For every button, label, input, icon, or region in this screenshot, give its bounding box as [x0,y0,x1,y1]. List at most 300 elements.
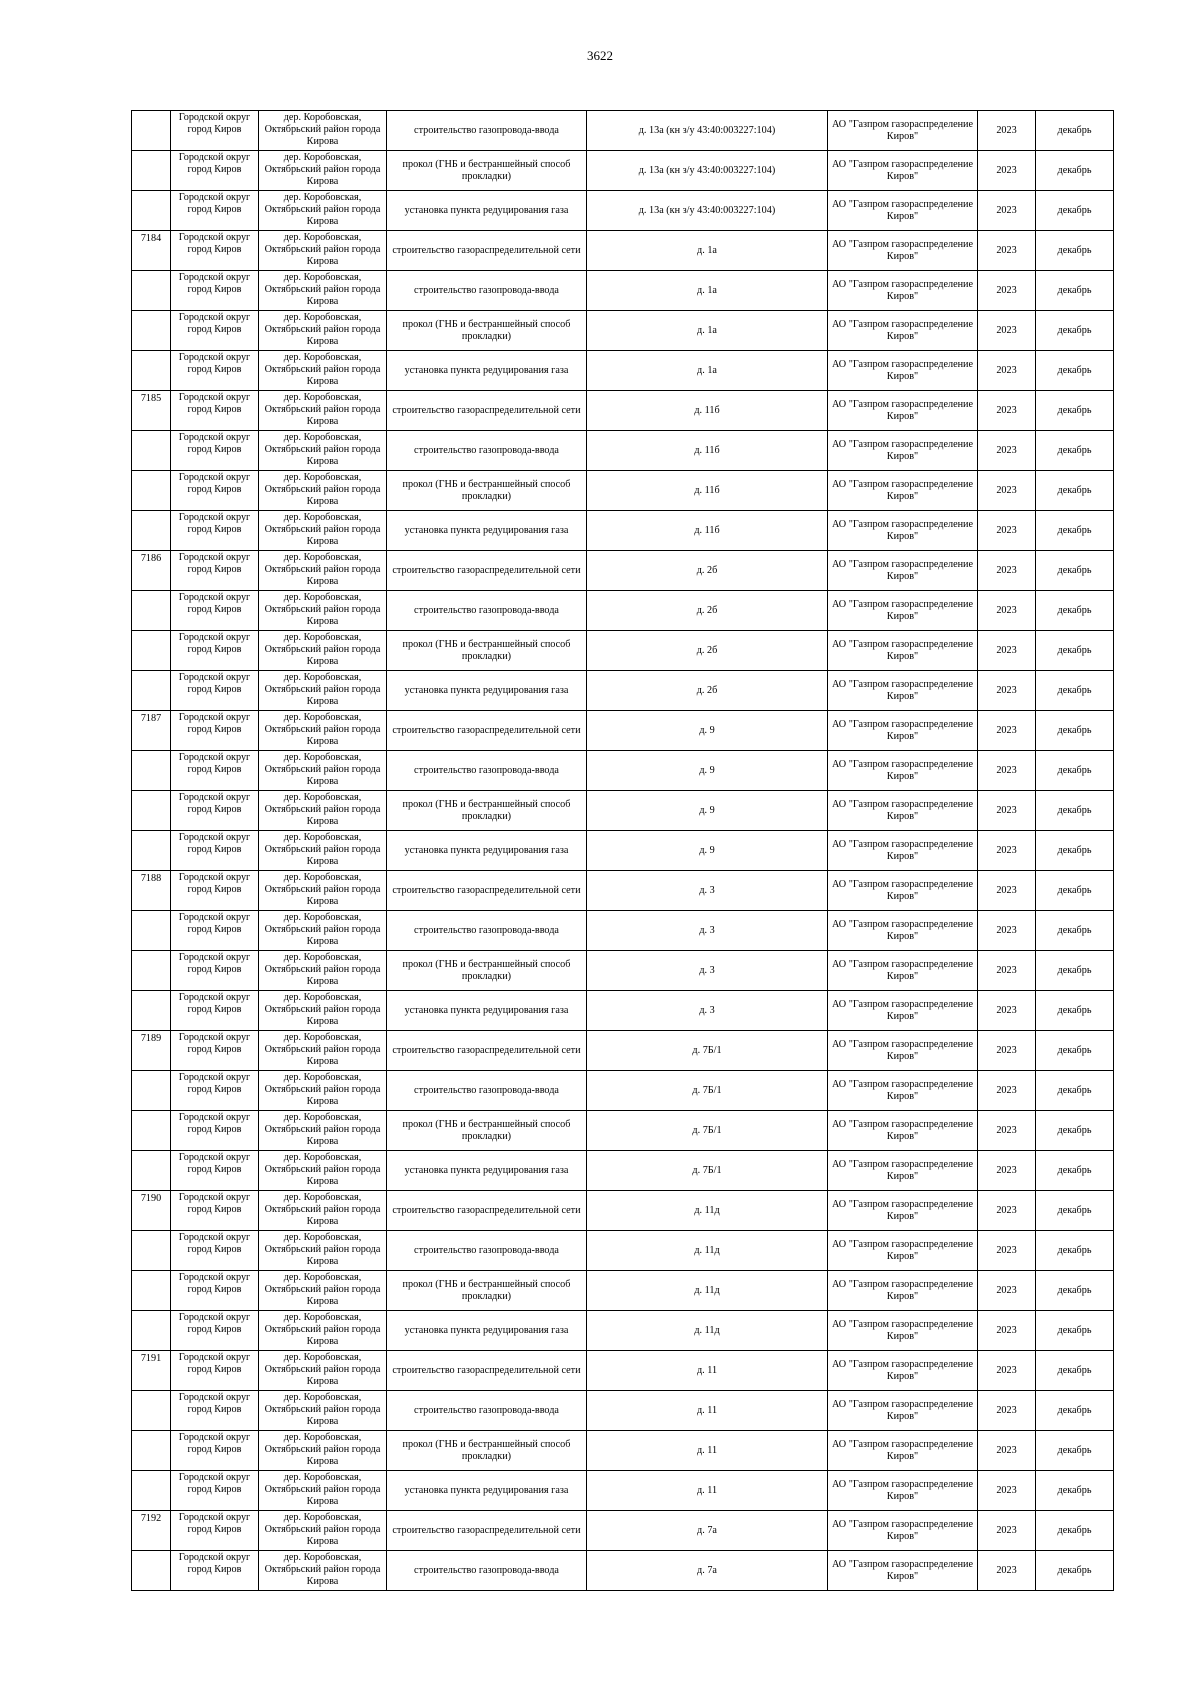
year-cell: 2023 [978,551,1036,591]
location-text: дер. Коробовская, Октябрьский район города Кирова [264,1472,381,1507]
year-cell: 2023 [978,231,1036,271]
location-text: дер. Коробовская, Октябрьский район города Кирова [264,1152,381,1187]
row-number-cell: 7187 [132,711,171,751]
address-cell: д. 11 [587,1431,828,1471]
owner-cell: АО "Газпром газораспределение Киров" [828,1471,978,1511]
location-cell [259,111,387,151]
month-cell: декабрь [1036,951,1114,991]
address-cell: д. 7Б/1 [587,1071,828,1111]
month-cell: декабрь [1036,231,1114,271]
table-row [132,231,1114,271]
table-row [132,111,1114,151]
year-cell: 2023 [978,1271,1036,1311]
month-cell: декабрь [1036,271,1114,311]
district-cell: Городской округ город Киров [171,1031,259,1071]
table-row [132,311,1114,351]
year-cell: 2023 [978,1151,1036,1191]
work-type-cell: строительство газопровода-ввода [387,1551,587,1591]
address-cell: д. 7а [587,1511,828,1551]
location-text: дер. Коробовская, Октябрьский район города Кирова [264,912,381,947]
row-number-cell [132,191,171,231]
location-cell [259,1031,387,1071]
month-cell: декабрь [1036,1511,1114,1551]
year-cell: 2023 [978,1311,1036,1351]
district-cell: Городской округ город Киров [171,1071,259,1111]
location-cell [259,1551,387,1591]
district-cell: Городской округ город Киров [171,1271,259,1311]
year-cell: 2023 [978,1431,1036,1471]
address-cell: д. 13а (кн з/у 43:40:003227:104) [587,111,828,151]
row-number-cell [132,311,171,351]
district-cell: Городской округ город Киров [171,191,259,231]
row-number-cell [132,1471,171,1511]
work-type-cell: строительство газопровода-ввода [387,271,587,311]
row-number-cell [132,831,171,871]
location-text: дер. Коробовская, Октябрьский район города Кирова [264,1192,381,1227]
location-text: дер. Коробовская, Октябрьский район города Кирова [264,232,381,267]
district-cell: Городской округ город Киров [171,1111,259,1151]
location-text: дер. Коробовская, Октябрьский район города Кирова [264,872,381,907]
year-cell: 2023 [978,871,1036,911]
year-cell: 2023 [978,1511,1036,1551]
location-cell [259,311,387,351]
work-type-cell: строительство газораспределительной сети [387,1351,587,1391]
district-cell: Городской округ город Киров [171,391,259,431]
district-cell: Городской округ город Киров [171,1311,259,1351]
owner-cell: АО "Газпром газораспределение Киров" [828,671,978,711]
year-cell: 2023 [978,911,1036,951]
work-type-cell: строительство газораспределительной сети [387,1031,587,1071]
work-type-cell: установка пункта редуцирования газа [387,1471,587,1511]
work-type-cell: строительство газопровода-ввода [387,111,587,151]
work-type-cell: прокол (ГНБ и бестраншейный способ прокладки) [387,1111,587,1151]
location-text: дер. Коробовская, Октябрьский район города Кирова [264,672,381,707]
location-cell [259,551,387,591]
year-cell: 2023 [978,1551,1036,1591]
month-cell: декабрь [1036,431,1114,471]
owner-cell: АО "Газпром газораспределение Киров" [828,1231,978,1271]
row-number-cell [132,151,171,191]
address-cell: д. 1а [587,271,828,311]
row-number-cell [132,751,171,791]
location-cell [259,671,387,711]
owner-cell: АО "Газпром газораспределение Киров" [828,311,978,351]
year-cell: 2023 [978,831,1036,871]
location-cell [259,1471,387,1511]
address-cell: д. 13а (кн з/у 43:40:003227:104) [587,151,828,191]
location-text: дер. Коробовская, Октябрьский район города Кирова [264,752,381,787]
row-number-cell: 7189 [132,1031,171,1071]
address-cell: д. 1а [587,351,828,391]
table-row [132,711,1114,751]
location-cell [259,1351,387,1391]
district-cell: Городской округ город Киров [171,231,259,271]
table-body [132,111,1114,1591]
location-cell [259,471,387,511]
table-row [132,151,1114,191]
year-cell: 2023 [978,1231,1036,1271]
district-cell: Городской округ город Киров [171,711,259,751]
location-cell [259,1191,387,1231]
address-cell: д. 11д [587,1191,828,1231]
month-cell: декабрь [1036,1111,1114,1151]
year-cell: 2023 [978,471,1036,511]
table-row [132,1151,1114,1191]
district-cell: Городской округ город Киров [171,1231,259,1271]
location-cell [259,1231,387,1271]
year-cell: 2023 [978,111,1036,151]
location-text: дер. Коробовская, Октябрьский район города Кирова [264,472,381,507]
district-cell: Городской округ город Киров [171,551,259,591]
location-text: дер. Коробовская, Октябрьский район города Кирова [264,1072,381,1107]
work-type-cell: установка пункта редуцирования газа [387,671,587,711]
location-text: дер. Коробовская, Октябрьский район города Кирова [264,1312,381,1347]
owner-cell: АО "Газпром газораспределение Киров" [828,791,978,831]
month-cell: декабрь [1036,391,1114,431]
row-number-cell [132,511,171,551]
district-cell: Городской округ город Киров [171,1431,259,1471]
work-type-cell: строительство газопровода-ввода [387,1231,587,1271]
location-cell [259,151,387,191]
row-number-cell: 7185 [132,391,171,431]
month-cell: декабрь [1036,311,1114,351]
owner-cell: АО "Газпром газораспределение Киров" [828,631,978,671]
owner-cell: АО "Газпром газораспределение Киров" [828,511,978,551]
work-type-cell: строительство газопровода-ввода [387,591,587,631]
owner-cell: АО "Газпром газораспределение Киров" [828,1551,978,1591]
owner-cell: АО "Газпром газораспределение Киров" [828,1111,978,1151]
location-cell [259,391,387,431]
owner-cell: АО "Газпром газораспределение Киров" [828,551,978,591]
district-cell: Городской округ город Киров [171,871,259,911]
owner-cell: АО "Газпром газораспределение Киров" [828,951,978,991]
month-cell: декабрь [1036,1431,1114,1471]
month-cell: декабрь [1036,631,1114,671]
work-type-cell: прокол (ГНБ и бестраншейный способ прокладки) [387,311,587,351]
table-row [132,1431,1114,1471]
table-row [132,831,1114,871]
month-cell: декабрь [1036,1391,1114,1431]
table-row [132,471,1114,511]
row-number-cell [132,271,171,311]
owner-cell: АО "Газпром газораспределение Киров" [828,391,978,431]
location-cell [259,631,387,671]
owner-cell: АО "Газпром газораспределение Киров" [828,1511,978,1551]
district-cell: Городской округ город Киров [171,1391,259,1431]
owner-cell: АО "Газпром газораспределение Киров" [828,1191,978,1231]
work-type-cell: установка пункта редуцирования газа [387,191,587,231]
work-type-cell: прокол (ГНБ и бестраншейный способ прокладки) [387,951,587,991]
year-cell: 2023 [978,991,1036,1031]
month-cell: декабрь [1036,751,1114,791]
location-text: дер. Коробовская, Октябрьский район города Кирова [264,1232,381,1267]
table-row [132,1191,1114,1231]
table-row [132,671,1114,711]
location-cell [259,191,387,231]
location-text: дер. Коробовская, Октябрьский район города Кирова [264,312,381,347]
address-cell: д. 9 [587,751,828,791]
month-cell: декабрь [1036,111,1114,151]
month-cell: декабрь [1036,1271,1114,1311]
row-number-cell: 7191 [132,1351,171,1391]
year-cell: 2023 [978,431,1036,471]
work-type-cell: строительство газораспределительной сети [387,1191,587,1231]
owner-cell: АО "Газпром газораспределение Киров" [828,1071,978,1111]
month-cell: декабрь [1036,1471,1114,1511]
month-cell: декабрь [1036,831,1114,871]
district-cell: Городской округ город Киров [171,631,259,671]
location-text: дер. Коробовская, Октябрьский район города Кирова [264,632,381,667]
owner-cell: АО "Газпром газораспределение Киров" [828,111,978,151]
year-cell: 2023 [978,591,1036,631]
location-cell [259,1511,387,1551]
district-cell: Городской округ город Киров [171,151,259,191]
month-cell: декабрь [1036,671,1114,711]
work-type-cell: установка пункта редуцирования газа [387,1151,587,1191]
address-cell: д. 11б [587,511,828,551]
address-cell: д. 3 [587,911,828,951]
district-cell: Городской округ город Киров [171,1151,259,1191]
month-cell: декабрь [1036,871,1114,911]
location-text: дер. Коробовская, Октябрьский район города Кирова [264,712,381,747]
work-type-cell: строительство газораспределительной сети [387,871,587,911]
address-cell: д. 2б [587,551,828,591]
table-row [132,551,1114,591]
location-cell [259,1071,387,1111]
location-cell [259,1311,387,1351]
address-cell: д. 2б [587,631,828,671]
district-cell: Городской округ город Киров [171,951,259,991]
row-number-cell: 7190 [132,1191,171,1231]
row-number-cell [132,1151,171,1191]
location-text: дер. Коробовская, Октябрьский район города Кирова [264,112,381,147]
year-cell: 2023 [978,1191,1036,1231]
address-cell: д. 11б [587,391,828,431]
work-type-cell: установка пункта редуцирования газа [387,511,587,551]
location-cell [259,751,387,791]
year-cell: 2023 [978,191,1036,231]
month-cell: декабрь [1036,1071,1114,1111]
table-row [132,871,1114,911]
district-cell: Городской округ город Киров [171,351,259,391]
month-cell: декабрь [1036,911,1114,951]
district-cell: Городской округ город Киров [171,671,259,711]
row-number-cell: 7184 [132,231,171,271]
month-cell: декабрь [1036,591,1114,631]
year-cell: 2023 [978,391,1036,431]
table-row [132,1471,1114,1511]
district-cell: Городской округ город Киров [171,1191,259,1231]
work-type-cell: строительство газораспределительной сети [387,391,587,431]
district-cell: Городской округ город Киров [171,311,259,351]
row-number-cell [132,1231,171,1271]
table-row [132,1311,1114,1351]
district-cell: Городской округ город Киров [171,1471,259,1511]
address-cell: д. 7Б/1 [587,1151,828,1191]
location-cell [259,711,387,751]
district-cell: Городской округ город Киров [171,471,259,511]
location-cell [259,591,387,631]
month-cell: декабрь [1036,1311,1114,1351]
table-row [132,1271,1114,1311]
location-cell [259,351,387,391]
table-row [132,1551,1114,1591]
owner-cell: АО "Газпром газораспределение Киров" [828,231,978,271]
year-cell: 2023 [978,151,1036,191]
row-number-cell [132,591,171,631]
district-cell: Городской округ город Киров [171,911,259,951]
address-cell: д. 11д [587,1231,828,1271]
location-cell [259,911,387,951]
year-cell: 2023 [978,671,1036,711]
location-cell [259,1151,387,1191]
owner-cell: АО "Газпром газораспределение Киров" [828,351,978,391]
location-text: дер. Коробовская, Октябрьский район города Кирова [264,552,381,587]
month-cell: декабрь [1036,1551,1114,1591]
month-cell: декабрь [1036,1191,1114,1231]
table-row [132,431,1114,471]
table-row [132,631,1114,671]
row-number-cell [132,631,171,671]
work-type-cell: строительство газораспределительной сети [387,231,587,271]
district-cell: Городской округ город Киров [171,991,259,1031]
table-row [132,751,1114,791]
address-cell: д. 11д [587,1311,828,1351]
address-cell: д. 9 [587,831,828,871]
address-cell: д. 3 [587,871,828,911]
month-cell: декабрь [1036,991,1114,1031]
district-cell: Городской округ город Киров [171,431,259,471]
district-cell: Городской округ город Киров [171,271,259,311]
row-number-cell: 7192 [132,1511,171,1551]
address-cell: д. 11 [587,1351,828,1391]
year-cell: 2023 [978,711,1036,751]
row-number-cell [132,791,171,831]
district-cell: Городской округ город Киров [171,831,259,871]
month-cell: декабрь [1036,1351,1114,1391]
location-text: дер. Коробовская, Октябрьский район города Кирова [264,1432,381,1467]
row-number-cell [132,1311,171,1351]
owner-cell: АО "Газпром газораспределение Киров" [828,1031,978,1071]
location-cell [259,1271,387,1311]
owner-cell: АО "Газпром газораспределение Киров" [828,711,978,751]
row-number-cell: 7188 [132,871,171,911]
table-row [132,1231,1114,1271]
owner-cell: АО "Газпром газораспределение Киров" [828,991,978,1031]
location-cell [259,871,387,911]
year-cell: 2023 [978,791,1036,831]
row-number-cell [132,951,171,991]
location-cell [259,231,387,271]
month-cell: декабрь [1036,511,1114,551]
table-row [132,271,1114,311]
row-number-cell [132,1111,171,1151]
month-cell: декабрь [1036,1031,1114,1071]
location-text: дер. Коробовская, Октябрьский район города Кирова [264,152,381,187]
district-cell: Городской округ город Киров [171,751,259,791]
work-type-cell: строительство газопровода-ввода [387,751,587,791]
table-row [132,1071,1114,1111]
work-type-cell: строительство газораспределительной сети [387,551,587,591]
row-number-cell [132,1551,171,1591]
district-cell: Городской округ город Киров [171,511,259,551]
year-cell: 2023 [978,951,1036,991]
location-cell [259,1111,387,1151]
location-text: дер. Коробовская, Октябрьский район города Кирова [264,592,381,627]
month-cell: декабрь [1036,351,1114,391]
work-type-cell: установка пункта редуцирования газа [387,831,587,871]
location-text: дер. Коробовская, Октябрьский район города Кирова [264,1352,381,1387]
table-row [132,191,1114,231]
location-text: дер. Коробовская, Октябрьский район города Кирова [264,1272,381,1307]
row-number-cell [132,991,171,1031]
registry-table [131,110,1114,1591]
table-row [132,591,1114,631]
location-text: дер. Коробовская, Октябрьский район города Кирова [264,992,381,1027]
year-cell: 2023 [978,1031,1036,1071]
month-cell: декабрь [1036,471,1114,511]
table-row [132,791,1114,831]
owner-cell: АО "Газпром газораспределение Киров" [828,151,978,191]
row-number-cell [132,111,171,151]
table-row [132,991,1114,1031]
owner-cell: АО "Газпром газораспределение Киров" [828,911,978,951]
owner-cell: АО "Газпром газораспределение Киров" [828,871,978,911]
work-type-cell: прокол (ГНБ и бестраншейный способ прокладки) [387,1431,587,1471]
row-number-cell [132,1391,171,1431]
table-row [132,351,1114,391]
row-number-cell [132,1271,171,1311]
address-cell: д. 1а [587,311,828,351]
location-cell [259,431,387,471]
row-number-cell [132,351,171,391]
owner-cell: АО "Газпром газораспределение Киров" [828,1351,978,1391]
year-cell: 2023 [978,271,1036,311]
location-cell [259,951,387,991]
location-text: дер. Коробовская, Октябрьский район города Кирова [264,832,381,867]
location-text: дер. Коробовская, Октябрьский район города Кирова [264,352,381,387]
work-type-cell: установка пункта редуцирования газа [387,991,587,1031]
work-type-cell: установка пункта редуцирования газа [387,351,587,391]
location-text: дер. Коробовская, Октябрьский район города Кирова [264,792,381,827]
month-cell: декабрь [1036,1151,1114,1191]
address-cell: д. 2б [587,591,828,631]
location-text: дер. Коробовская, Октябрьский район города Кирова [264,1392,381,1427]
year-cell: 2023 [978,511,1036,551]
row-number-cell [132,431,171,471]
work-type-cell: строительство газопровода-ввода [387,431,587,471]
address-cell: д. 9 [587,711,828,751]
work-type-cell: строительство газораспределительной сети [387,1511,587,1551]
row-number-cell [132,911,171,951]
work-type-cell: строительство газораспределительной сети [387,711,587,751]
year-cell: 2023 [978,631,1036,671]
table-row [132,1391,1114,1431]
district-cell: Городской округ город Киров [171,791,259,831]
location-text: дер. Коробовская, Октябрьский район города Кирова [264,512,381,547]
work-type-cell: прокол (ГНБ и бестраншейный способ прокладки) [387,631,587,671]
month-cell: декабрь [1036,191,1114,231]
work-type-cell: строительство газопровода-ввода [387,1391,587,1431]
table-row [132,1111,1114,1151]
location-cell [259,991,387,1031]
owner-cell: АО "Газпром газораспределение Киров" [828,591,978,631]
month-cell: декабрь [1036,1231,1114,1271]
location-text: дер. Коробовская, Октябрьский район города Кирова [264,192,381,227]
owner-cell: АО "Газпром газораспределение Киров" [828,471,978,511]
owner-cell: АО "Газпром газораспределение Киров" [828,751,978,791]
table-row [132,511,1114,551]
